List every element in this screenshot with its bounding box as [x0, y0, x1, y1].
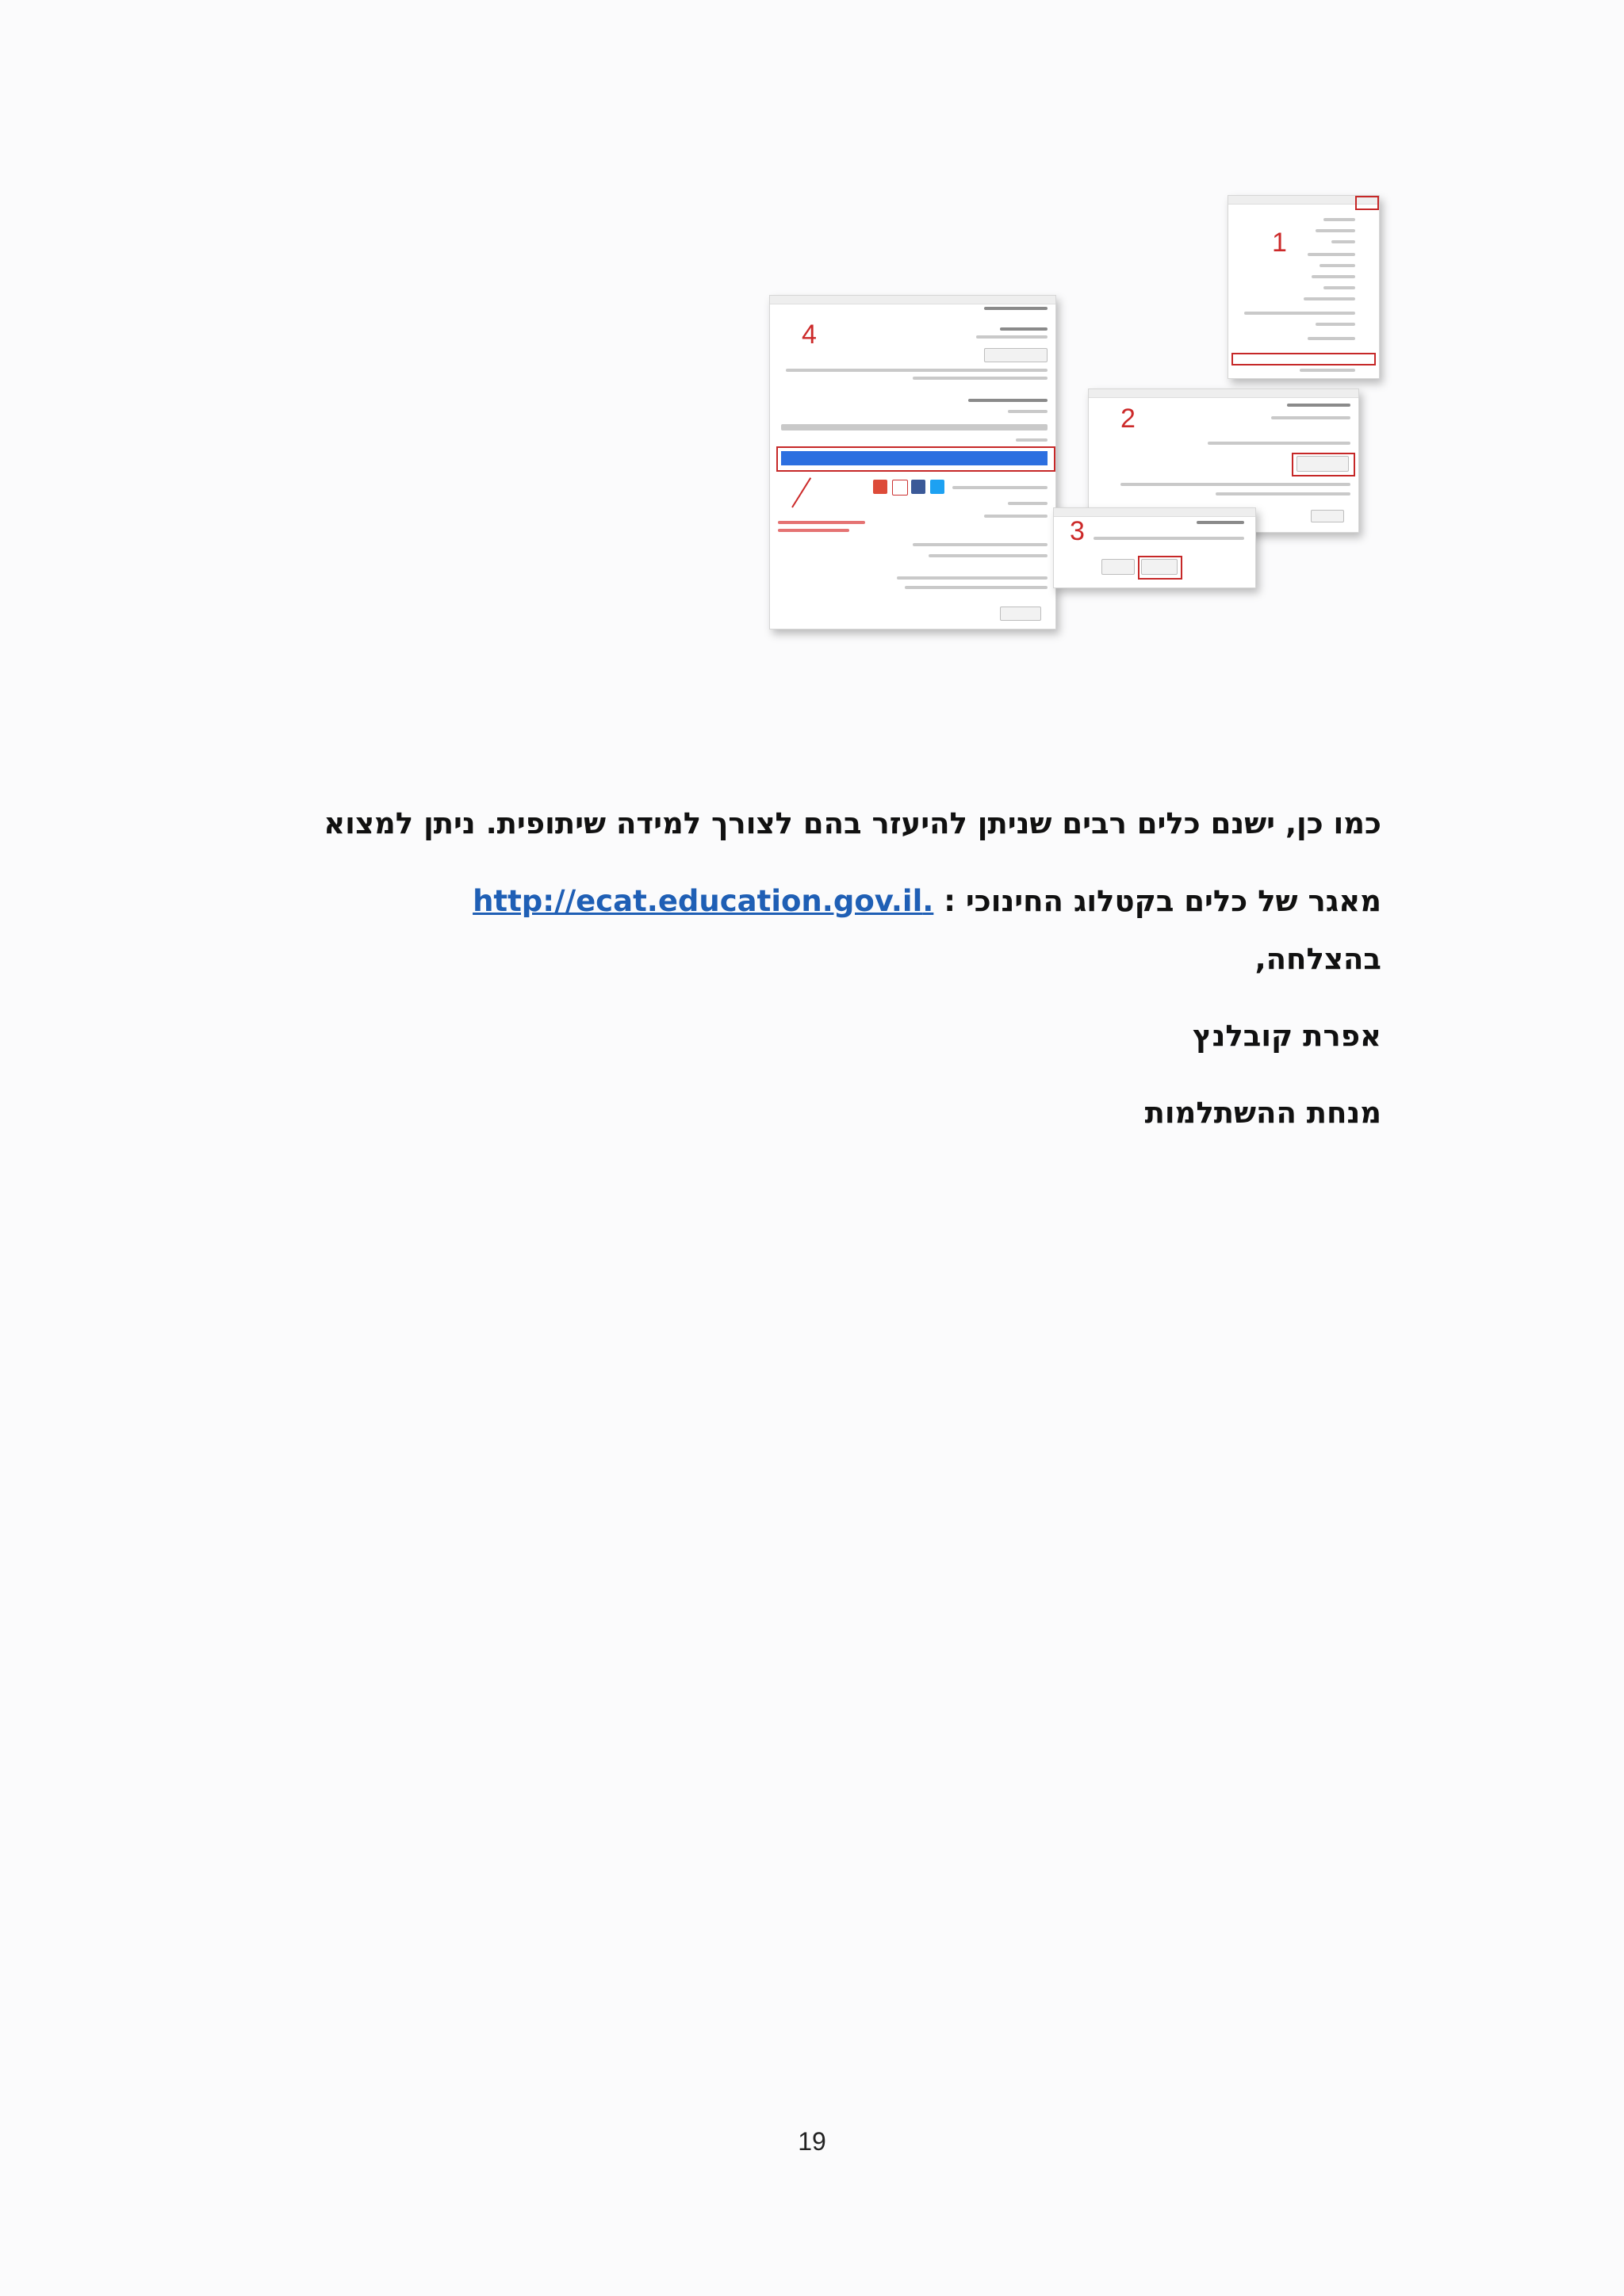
screenshot-panel-publish-dialog — [769, 295, 1056, 629]
embed-field-highlight-box — [776, 446, 1055, 472]
step-number-2: 2 — [1120, 404, 1136, 434]
signer-role: מנחת ההשתלמות — [1144, 1096, 1381, 1130]
body-paragraph — [239, 785, 1381, 940]
greeting: בהצלחה, — [1254, 942, 1381, 976]
page-number: 19 — [798, 2127, 826, 2156]
step-number-3: 3 — [1070, 516, 1085, 546]
step-number-4: 4 — [802, 320, 817, 350]
signer-name: אפרת קובלנץ — [1193, 1019, 1381, 1053]
instruction-screenshot-figure — [761, 190, 1396, 642]
publish-button-highlight-box — [1292, 453, 1355, 476]
paragraph-line-1: כמו כן, ישנם כלים רבים שניתן להיעזר בהם לצורך למידה שיתופית. ניתן למצוא — [324, 806, 1381, 840]
confirm-button-highlight-box — [1138, 556, 1182, 580]
paragraph-line-2 — [239, 863, 1381, 940]
menu-highlight-box — [1355, 196, 1379, 210]
screenshot-panel-menu — [1228, 195, 1380, 379]
ecat-link[interactable]: .http://ecat.education.gov.il — [473, 884, 934, 918]
step-number-1: 1 — [1272, 228, 1287, 258]
paragraph-line-2-text: מאגר של כלים בקטלוג החינוכי : — [944, 884, 1381, 918]
menu-item-highlight-box — [1231, 353, 1376, 365]
screenshot-panel-confirm-dialog — [1053, 507, 1256, 588]
